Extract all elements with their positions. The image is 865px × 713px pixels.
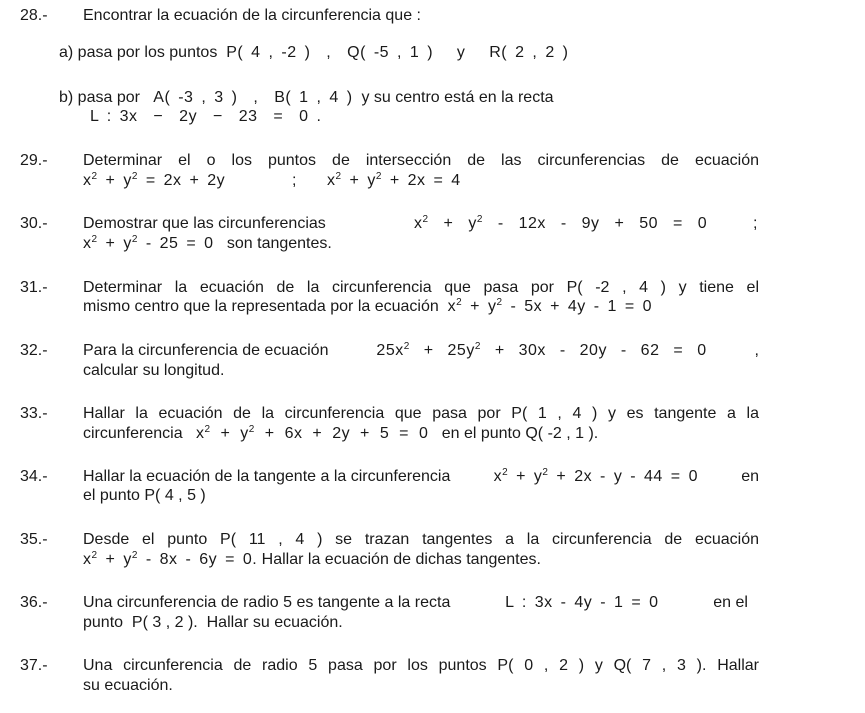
problem-28b-text: y su centro está en la recta	[361, 89, 554, 106]
problem-33-number: 33.-	[20, 405, 48, 422]
problem-28b	[59, 89, 554, 107]
problem-33-line2	[83, 425, 598, 443]
problem-32-number: 32.-	[20, 342, 48, 359]
problem-30-eq1: $x^2 + y^2 - 12x - 9y + 50 = 0$	[414, 214, 708, 232]
problem-29-eq1: $x^2 + y^2 = 2x + 2y$	[83, 171, 226, 189]
problem-30-line2	[83, 235, 332, 253]
problem-35-tail: Hallar la ecuación de dichas tangentes.	[261, 551, 541, 568]
problem-34-line1	[83, 468, 759, 486]
problem-34-intro: Hallar la ecuación de la tangente a la circunferencia	[83, 468, 451, 485]
problem-35-line2	[83, 551, 541, 569]
problem-31-number: 31.-	[20, 279, 48, 296]
problem-34-en: en	[741, 468, 759, 485]
problem-33-tail: en el punto Q( -2 , 1 ).	[441, 425, 599, 442]
problem-34-eq: $x^2 + y^2 + 2x - y - 44 = 0$	[493, 467, 698, 485]
problem-34-line2: el punto P( 4 , 5 )	[83, 487, 206, 504]
problem-35-number: 35.-	[20, 531, 48, 548]
problem-35-eq: $x^2 + y^2 - 8x - 6y = 0$.	[83, 550, 258, 568]
problem-29-separator: ;	[292, 172, 297, 189]
problem-30-number: 30.-	[20, 215, 48, 232]
problem-29-number: 29.-	[20, 152, 48, 169]
problem-36-text: Una circunferencia de radio 5 es tangente a la recta	[83, 594, 451, 611]
problem-32-intro: Para la circunferencia de ecuación	[83, 342, 329, 359]
problem-32-comma: ,	[754, 342, 759, 359]
problem-28b-line: L : 3x − 2y − 23 = 0 .	[90, 108, 322, 125]
problem-30-eq2: $x^2 + y^2 - 25 = 0$	[83, 234, 214, 252]
problem-28-number: 28.-	[20, 7, 48, 24]
problem-31-line1: Determinar la ecuación de la circunferencia que pasa por P( -2 , 4 ) y tiene el	[83, 279, 759, 296]
problem-28-intro: Encontrar la ecuación de la circunferencia que :	[83, 7, 421, 24]
problem-28a-label: a) pasa por los puntos	[59, 44, 218, 61]
problem-33-word: circunferencia	[83, 425, 183, 442]
problem-32-line2: calcular su longitud.	[83, 362, 225, 379]
problem-32-line1	[83, 342, 759, 360]
problem-37-number: 37.-	[20, 657, 48, 674]
problem-31-eq: $x^2 + y^2 - 5x + 4y - 1 = 0$	[447, 297, 653, 315]
problem-30-intro: Demostrar que las circunferencias	[83, 215, 326, 232]
problem-34-number: 34.-	[20, 468, 48, 485]
problem-31-line2-text: mismo centro que la representada por la ecuación	[83, 298, 439, 315]
problem-36-line2: punto P( 3 , 2 ). Hallar su ecuación.	[83, 614, 343, 631]
problem-33-line1: Hallar la ecuación de la circunferencia que pasa por P( 1 , 4 ) y es tangente a la	[83, 405, 759, 422]
problem-36-eq: L : 3x - 4y - 1 = 0	[505, 594, 659, 611]
problem-30-separator: ;	[753, 215, 758, 232]
problem-28a-points: P( 4 , -2 ) , Q( -5 , 1 ) y R( 2 , 2 )	[226, 44, 569, 61]
problem-37-line1: Una circunferencia de radio 5 pasa por los puntos P( 0 , 2 ) y Q( 7 , 3 ). Hallar	[83, 657, 759, 674]
problem-28b-points: A( -3 , 3 ) , B( 1 , 4 )	[153, 89, 353, 106]
problem-31-line2	[83, 298, 652, 316]
problem-28b-label: b) pasa por	[59, 89, 140, 106]
problem-36-en-el: en el	[713, 594, 748, 611]
problem-28a	[59, 44, 568, 62]
problem-35-line1: Desde el punto P( 11 , 4 ) se trazan tangentes a la circunferencia de ecuación	[83, 531, 759, 548]
problem-37-line2: su ecuación.	[83, 677, 173, 694]
problem-33-eq: $x^2 + y^2 + 6x + 2y + 5 = 0$	[195, 424, 429, 442]
problem-32-eq: $25x^2 + 25y^2 + 30x - 20y - 62 = 0$	[376, 341, 707, 359]
problem-36-number: 36.-	[20, 594, 48, 611]
problem-29-line1: Determinar el o los puntos de intersección de las circunferencias de ecuación	[83, 152, 759, 169]
problem-29-eq2: $x^2 + y^2 + 2x = 4$	[327, 171, 461, 189]
problem-36-line1	[83, 594, 748, 612]
problem-30-tail: son tangentes.	[226, 235, 332, 252]
